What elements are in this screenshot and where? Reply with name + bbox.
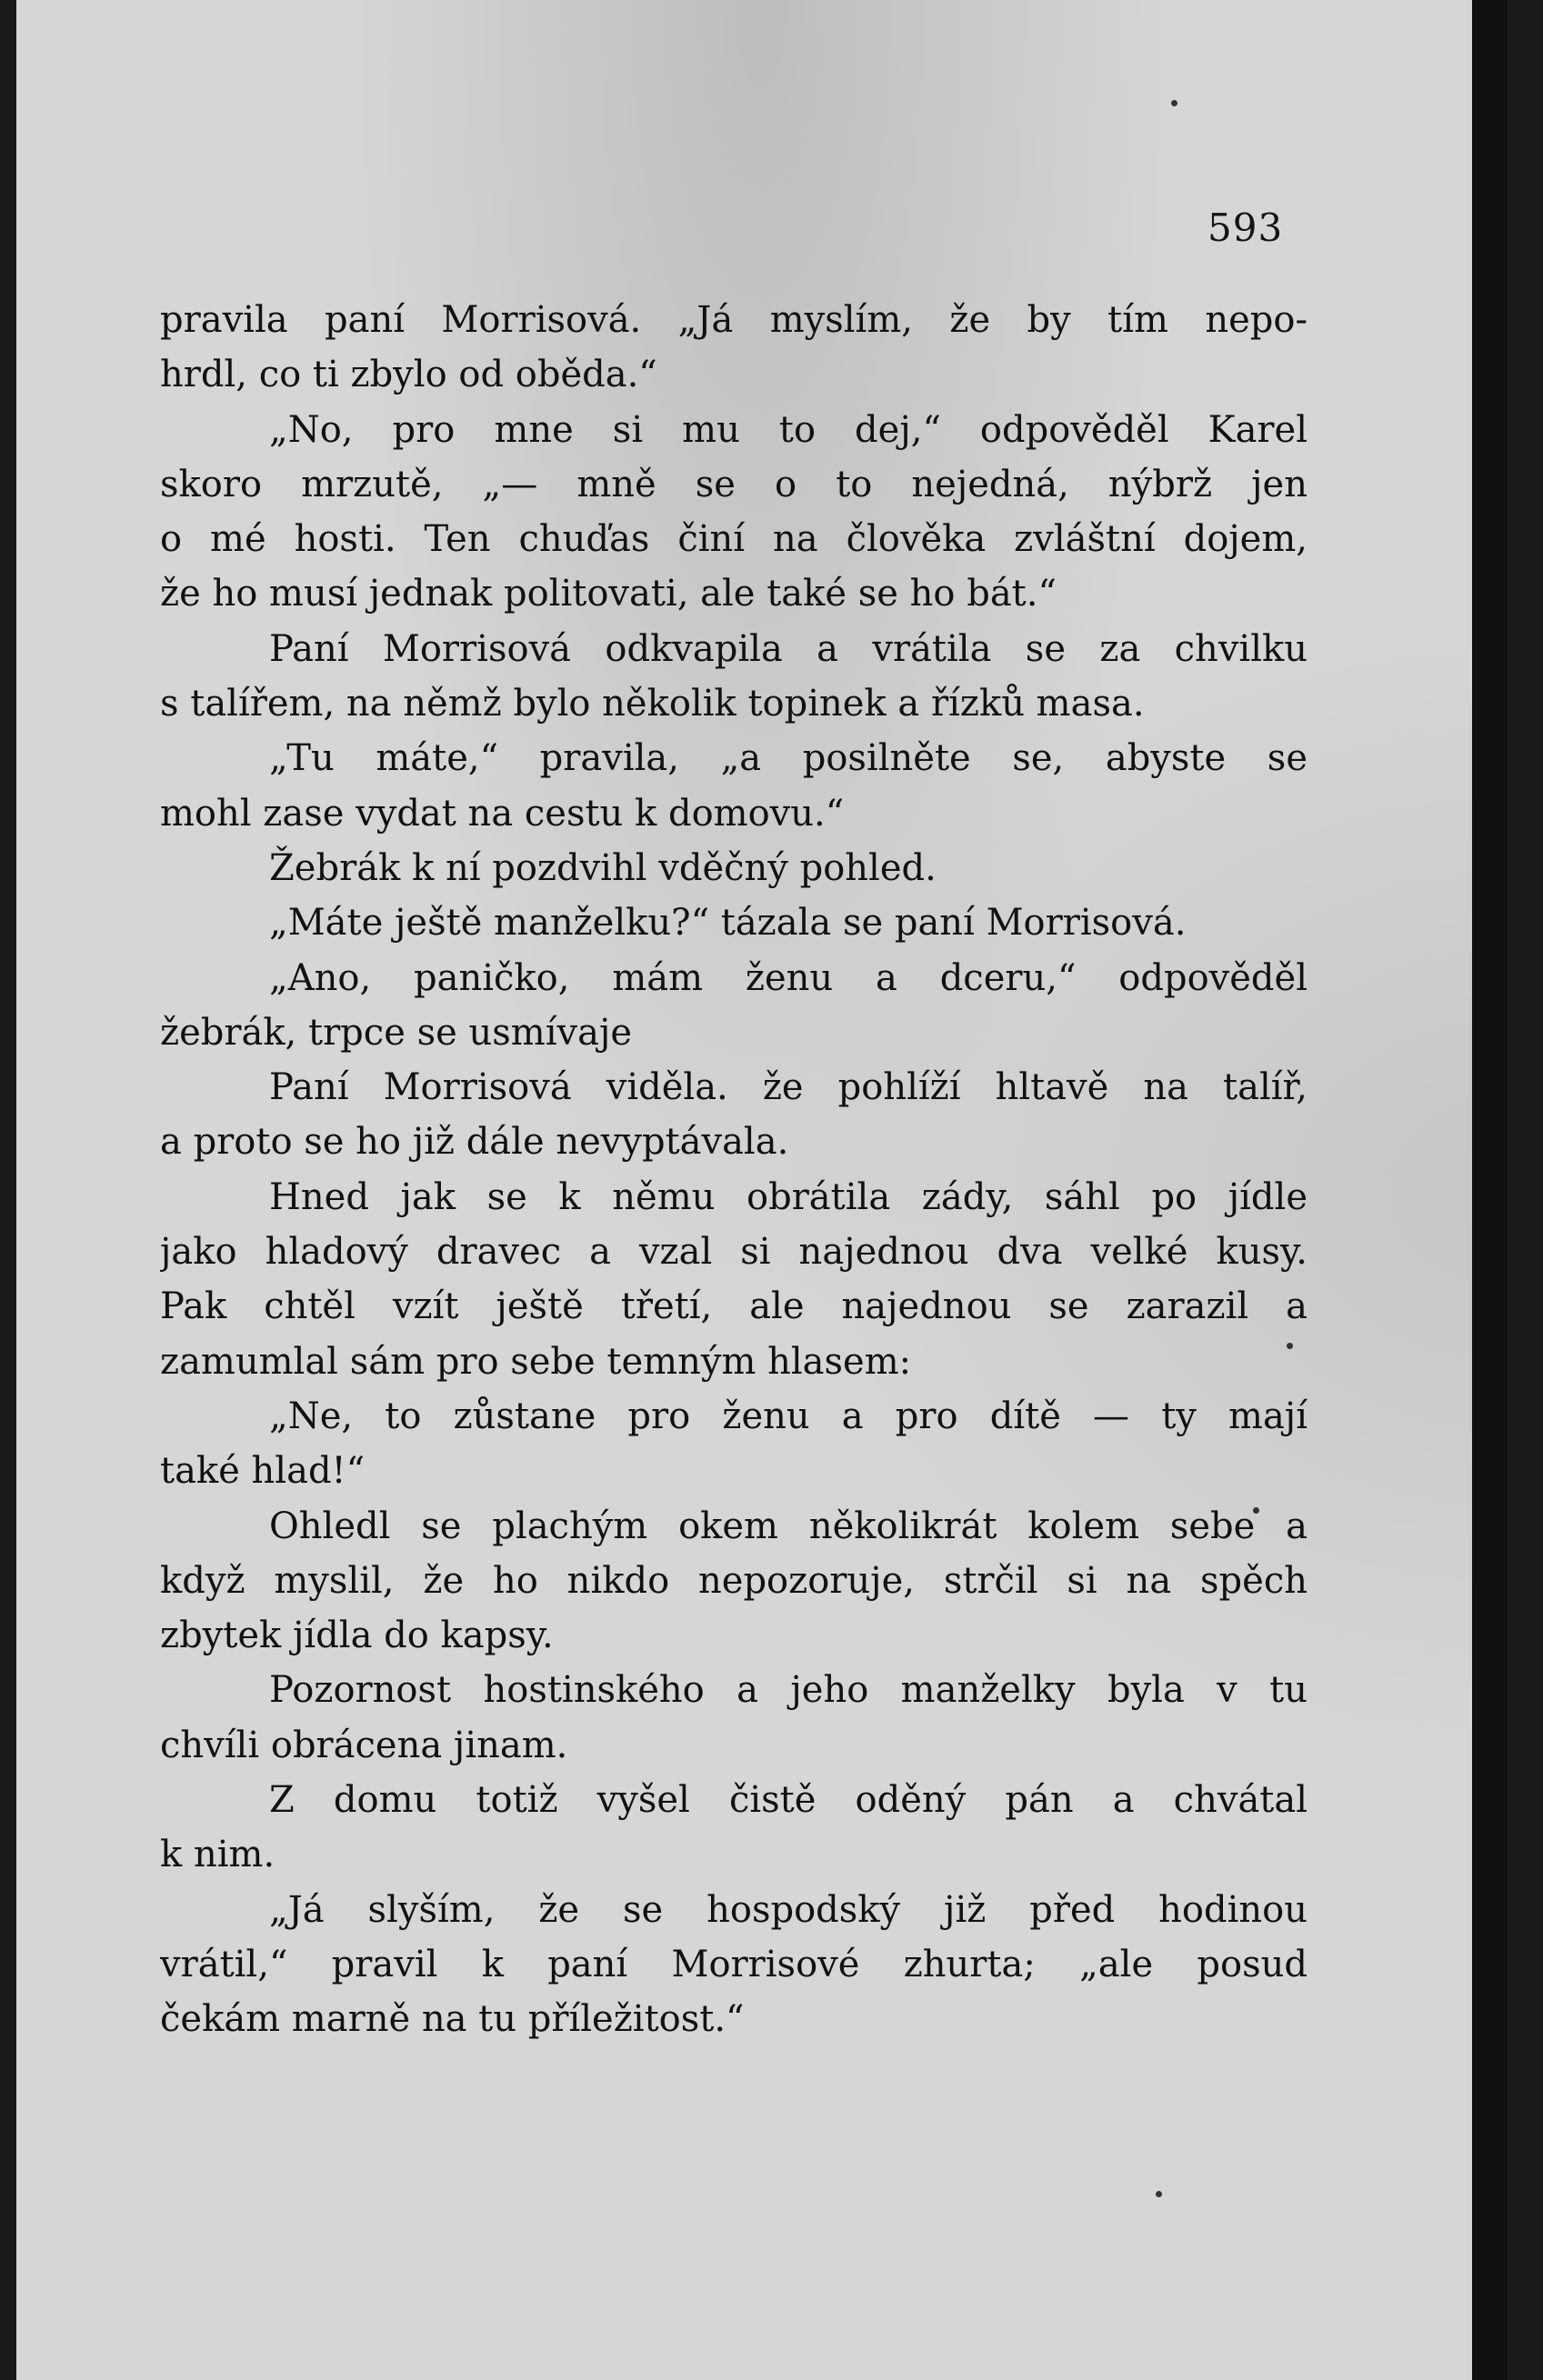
text-line: k nim. xyxy=(160,1834,276,1876)
text-line: Hned jak se k němu obrátila zády, sáhl po jídle xyxy=(269,1175,1308,1218)
text-line: čekám marně na tu příležitost.“ xyxy=(160,1998,745,2041)
text-line: „Máte ještě manželku?“ tázala se paní Morrisová. xyxy=(269,902,1187,945)
text-line: „Ne, to zůstane pro ženu a pro dítě — ty mají xyxy=(269,1395,1308,1437)
page-edge-shadow xyxy=(1472,0,1508,2380)
print-speck xyxy=(1156,2191,1162,2197)
text-line: a proto se ho již dále nevyptávala. xyxy=(160,1121,789,1164)
text-line: chvíli obrácena jinam. xyxy=(160,1724,568,1766)
book-page xyxy=(16,0,1508,2380)
text-line: hrdl, co ti zbylo od oběda.“ xyxy=(160,354,657,396)
text-line: zbytek jídla do kapsy. xyxy=(160,1615,554,1657)
text-line: skoro mrzutě, „— mně se o to nejedná, nýbrž jen xyxy=(160,463,1308,505)
text-line: vrátil,“ pravil k paní Morrisové zhurta; „ale posud xyxy=(160,1943,1308,1985)
text-line: Ohledl se plachým okem několikrát kolem sebe a xyxy=(269,1505,1308,1547)
text-line: Žebrák k ní pozdvihl vděčný pohled. xyxy=(269,846,937,889)
text-line: „Tu máte,“ pravila, „a posilněte se, abyste se xyxy=(269,737,1308,780)
text-line: když myslil, že ho nikdo nepozoruje, strčil si na spěch xyxy=(160,1559,1308,1602)
text-line: zamumlal sám pro sebe temným hlasem: xyxy=(160,1340,912,1383)
text-line: Z domu totiž vyšel čistě oděný pán a chvátal xyxy=(269,1779,1308,1822)
text-line: že ho musí jednak politovati, ale také se ho bát.“ xyxy=(160,573,1057,615)
text-line: „Ano, paničko, mám ženu a dceru,“ odpověděl xyxy=(269,956,1308,999)
text-line: Pak chtěl vzít ještě třetí, ale najednou se zarazil a xyxy=(160,1285,1308,1328)
text-line: jako hladový dravec a vzal si najednou dva velké kusy. xyxy=(160,1231,1308,1274)
text-line: „No, pro mne si mu to dej,“ odpověděl Karel xyxy=(269,408,1308,451)
text-line: „Já slyším, že se hospodský již před hodinou xyxy=(269,1888,1308,1931)
text-line: s talířem, na němž bylo několik topinek a řízků masa. xyxy=(160,683,1145,725)
text-line: mohl zase vydat na cestu k domovu.“ xyxy=(160,792,845,835)
text-line: pravila paní Morrisová. „Já myslím, že by tím nepo- xyxy=(160,299,1308,341)
text-line: Paní Morrisová odkvapila a vrátila se za chvilku xyxy=(269,627,1308,670)
text-line: o mé hosti. Ten chuďas činí na člověka zvláštní dojem, xyxy=(160,518,1308,561)
text-line: Paní Morrisová viděla. že pohlíží hltavě na talíř, xyxy=(269,1066,1308,1109)
page-number: 593 xyxy=(1207,205,1284,250)
print-speck xyxy=(1171,100,1177,106)
text-line: žebrák, trpce se usmívaje xyxy=(160,1011,633,1054)
text-line: Pozornost hostinského a jeho manželky byla v tu xyxy=(269,1669,1308,1712)
body-text xyxy=(160,293,1308,2047)
text-line: také hlad!“ xyxy=(160,1450,366,1493)
